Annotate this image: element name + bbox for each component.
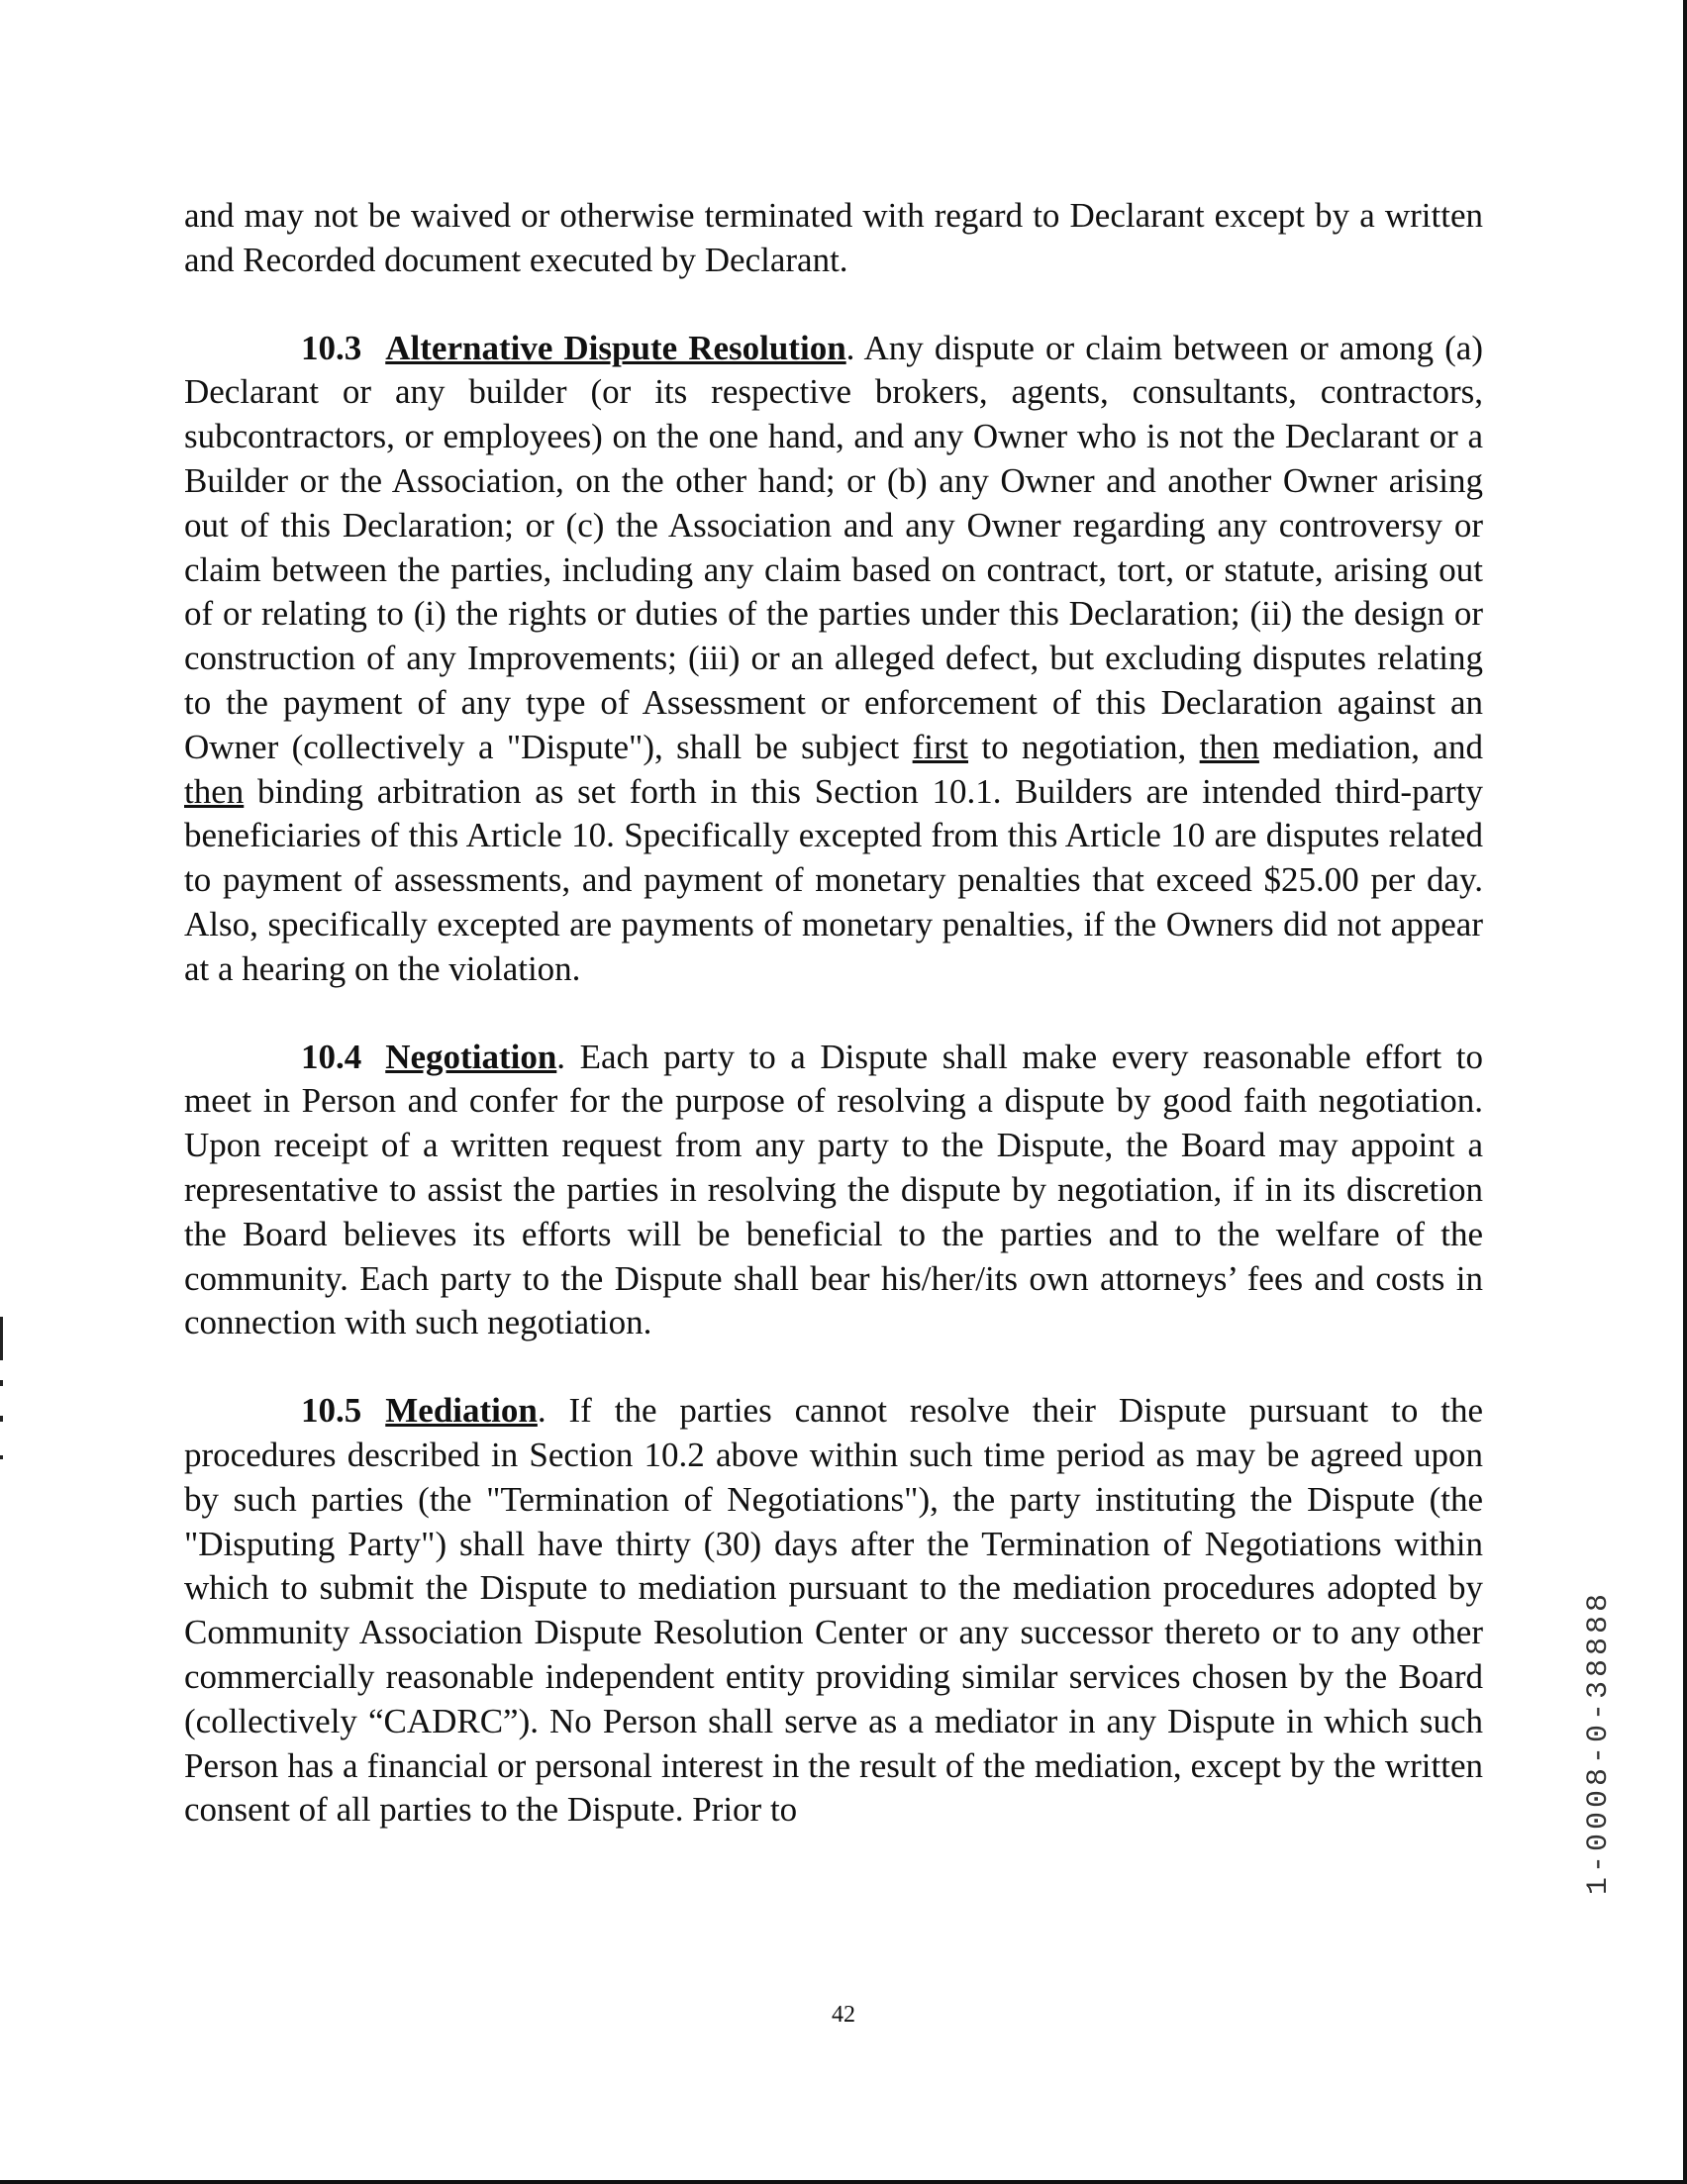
section-10-5 bbox=[184, 1389, 1483, 1833]
page-edge-right bbox=[1683, 0, 1687, 2184]
section-number: 10.4 bbox=[301, 1037, 362, 1076]
section-title: Mediation bbox=[385, 1391, 538, 1431]
section-number: 10.3 bbox=[301, 328, 362, 367]
document-body bbox=[184, 194, 1483, 1833]
section-text: mediation, and bbox=[1258, 727, 1483, 766]
emphasis-first: first bbox=[912, 727, 969, 766]
emphasis-then: then bbox=[1199, 727, 1259, 766]
emphasis-then: then bbox=[184, 771, 245, 811]
page-edge-bottom bbox=[0, 2180, 1687, 2184]
recording-stamp: 1-0008-0-38888 bbox=[1582, 1590, 1616, 1896]
scan-margin-marks bbox=[0, 1317, 6, 1495]
section-text: . Any dispute or claim between or among (a) Declarant or any builder (or its respective brokers, agents, consultants, contractors, subcontractors, or employees) on the one hand, and any Owner who is not the Declarant or a Builder or the Association, on the other hand; or (b) any Owner and another Owner arising out of this Declaration; or (c) the Association and any Owner regarding any controversy or claim between the parties, including any claim based on contract, tort, or statute, arising out of or relating to (i) the rights or duties of the parties under this Declaration; (ii) the design or construction of any Improvements; (iii) or an alleged defect, but excluding disputes relating to the payment of any type of Assessment or enforcement of this Declaration against an Owner (collectively a "Dispute"), shall be subject bbox=[184, 328, 1483, 766]
section-text: . Each party to a Dispute shall make every reasonable effort to meet in Person and confer for the purpose of resolving a dispute by good faith negotiation. Upon receipt of a written request from any party to the Dispute, the Board may appoint a representative to assist the parties in resolving the dispute by negotiation, if in its discretion the Board believes its efforts will be beneficial to the parties and to the welfare of the community. Each party to the Dispute shall bear his/her/its own attorneys’ fees and costs in connection with such negotiation. bbox=[184, 1037, 1483, 1342]
section-number: 10.5 bbox=[301, 1391, 362, 1431]
continuation-paragraph: and may not be waived or otherwise terminated with regard to Declarant except by a written and Recorded document executed by Declarant. bbox=[184, 196, 1483, 279]
section-text: . If the parties cannot resolve their Dispute pursuant to the procedures described in Section 10.2 above within such time period as may be agreed upon by such parties (the "Termination of Negotiations"), the party instituting the Dispute (the "Disputing Party") shall have thirty (30) days after the Termination of Negotiations within which to submit the Dispute to mediation pursuant to the mediation procedures adopted by Community Association Dispute Resolution Center or any successor thereto or to any other commercially reasonable independent entity providing similar services chosen by the Board (collectively “CADRC”). No Person shall serve as a mediator in any Dispute in which such Person has a financial or personal interest in the result of the mediation, except by the written consent of all parties to the Dispute. Prior to bbox=[184, 1391, 1483, 1830]
section-10-4 bbox=[184, 1036, 1483, 1346]
section-10-3 bbox=[184, 327, 1483, 992]
section-text: binding arbitration as set forth in this Section 10.1. Builders are intended third-party beneficiaries of this Article 10. Specifically excepted from this Article 10 are disputes related to payment of assessments, and payment of monetary penalties that exceed $25.00 per day. Also, specifically excepted are payments of monetary penalties, if the Owners did not appear at a hearing on the violation. bbox=[184, 771, 1483, 988]
section-title: Negotiation bbox=[385, 1037, 557, 1076]
section-text: to negotiation, bbox=[968, 727, 1200, 766]
page-number: 42 bbox=[832, 2002, 855, 2028]
section-title: Alternative Dispute Resolution bbox=[385, 328, 846, 367]
